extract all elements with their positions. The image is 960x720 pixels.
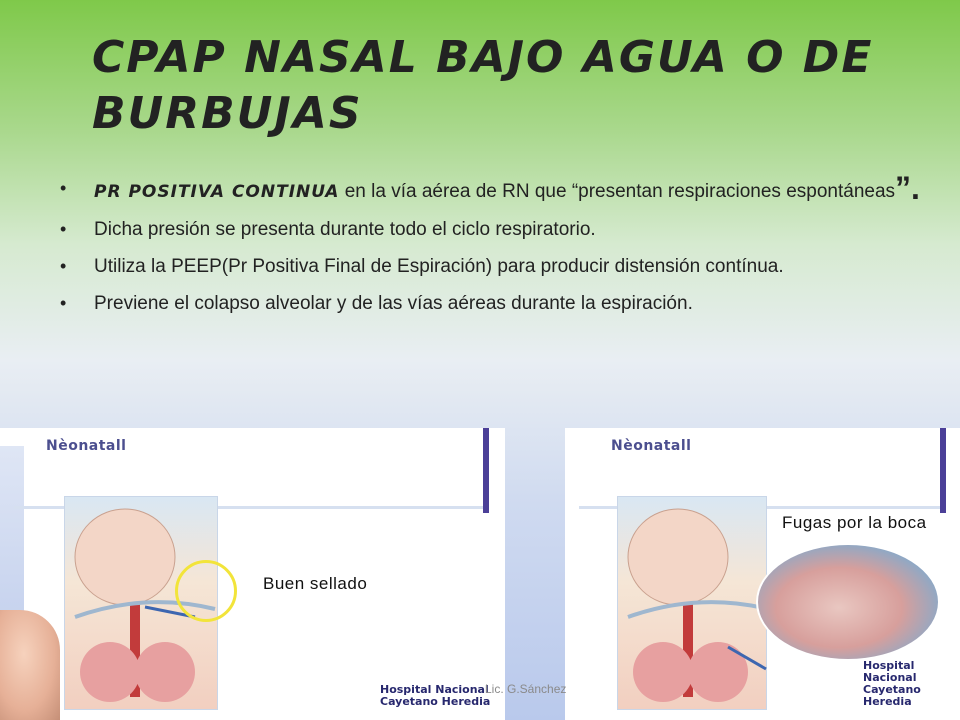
bullet-item: • Dicha presión se presenta durante todo el ciclo respiratorio. <box>58 216 938 243</box>
slide-title: CPAP NASAL BAJO AGUA O DE BURBUJAS <box>92 32 874 139</box>
bullet-emphasis: PR POSITIVA CONTINUA <box>94 182 340 202</box>
hospital-logo: Hospital Nacional Cayetano Heredia <box>380 683 491 708</box>
neonatal-logo: Nèonatall <box>46 438 127 454</box>
bullet-item <box>58 170 938 206</box>
bullet-text: en la vía aérea de RN que “presentan respiraciones espontáneas <box>339 181 896 202</box>
bullet-item: • Previene el colapso alveolar y de las vías aéreas durante la espiración. <box>58 290 938 317</box>
figure-left <box>0 428 505 720</box>
logo-accent-bar <box>940 428 946 513</box>
baby-photo <box>0 610 60 720</box>
mouth-leak-label: Fugas por la boca <box>782 513 927 532</box>
author-footer: Lic. G.Sánchez <box>485 682 567 696</box>
good-seal-label: Buen sellado <box>263 574 368 593</box>
hospital-logo: Hospital Nacional Cayetano Heredia <box>863 659 921 708</box>
anatomy-illustration <box>617 496 767 710</box>
airway-diagram-icon <box>618 497 768 711</box>
bullet-quote-end: ”. <box>895 170 920 206</box>
mouth-leak-photo <box>756 543 940 661</box>
neonatal-logo: Nèonatall <box>611 438 692 454</box>
seal-highlight-circle <box>175 560 237 622</box>
logo-accent-bar <box>483 428 489 513</box>
bullet-list <box>58 170 938 327</box>
bullet-item: • Utiliza la PEEP(Pr Positiva Final de Espiración) para producir distensión contínua. <box>58 253 938 280</box>
